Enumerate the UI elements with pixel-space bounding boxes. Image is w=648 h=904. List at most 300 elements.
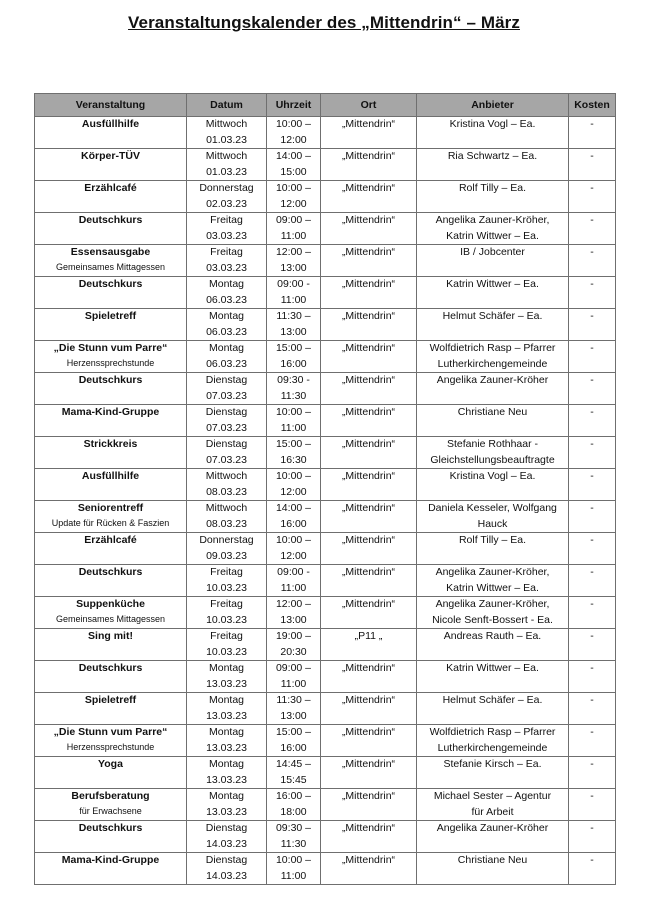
page-title: Veranstaltungskalender des „Mittendrin“ – März bbox=[128, 13, 520, 32]
weekday: Dienstag bbox=[205, 406, 248, 418]
provider-line: Rolf Tilly – Ea. bbox=[458, 534, 527, 546]
cost: - bbox=[590, 214, 594, 226]
date-cell bbox=[187, 725, 267, 757]
place-cell bbox=[321, 565, 417, 597]
end-time: 12:00 bbox=[280, 197, 307, 210]
cost-cell bbox=[569, 757, 616, 789]
end-time: 15:45 bbox=[280, 773, 307, 786]
cost-cell bbox=[569, 853, 616, 885]
date-cell bbox=[187, 597, 267, 629]
provider-line: IB / Jobcenter bbox=[460, 246, 525, 258]
date-cell bbox=[187, 469, 267, 501]
provider-line: Wolfdietrich Rasp – Pfarrer bbox=[429, 726, 556, 738]
table-row bbox=[35, 309, 616, 341]
cost: - bbox=[590, 406, 594, 418]
date-cell bbox=[187, 821, 267, 853]
cost: - bbox=[590, 374, 594, 386]
provider-cell bbox=[417, 341, 569, 373]
table-row bbox=[35, 181, 616, 213]
weekday: Donnerstag bbox=[199, 182, 254, 194]
place: „P11 „ bbox=[354, 630, 383, 642]
event-cell bbox=[35, 341, 187, 373]
cost: - bbox=[590, 502, 594, 514]
provider-line: Katrin Wittwer – Ea. bbox=[446, 581, 539, 594]
weekday: Montag bbox=[208, 790, 245, 802]
time-cell bbox=[267, 117, 321, 149]
start-time: 09:30 – bbox=[275, 822, 312, 834]
provider-cell bbox=[417, 181, 569, 213]
column-header-provider: Anbieter bbox=[417, 94, 569, 117]
event-cell bbox=[35, 533, 187, 565]
event-name: Mama-Kind-Gruppe bbox=[61, 406, 160, 418]
provider-cell bbox=[417, 149, 569, 181]
event-name: Spieletreff bbox=[84, 694, 137, 706]
weekday: Mittwoch bbox=[205, 470, 248, 482]
provider-cell bbox=[417, 565, 569, 597]
date-cell bbox=[187, 149, 267, 181]
provider-cell bbox=[417, 661, 569, 693]
cost: - bbox=[590, 470, 594, 482]
place: „Mittendrin“ bbox=[341, 310, 396, 322]
start-time: 15:00 – bbox=[275, 438, 312, 450]
event-cell bbox=[35, 629, 187, 661]
cost-cell bbox=[569, 277, 616, 309]
cost-cell bbox=[569, 373, 616, 405]
place-cell bbox=[321, 341, 417, 373]
provider-line: Wolfdietrich Rasp – Pfarrer bbox=[429, 342, 556, 354]
column-header-place: Ort bbox=[321, 94, 417, 117]
table-row bbox=[35, 245, 616, 277]
time-cell bbox=[267, 597, 321, 629]
provider-cell bbox=[417, 245, 569, 277]
date: 06.03.23 bbox=[206, 325, 247, 338]
provider-cell bbox=[417, 309, 569, 341]
start-time: 09:00 – bbox=[275, 214, 312, 226]
weekday: Donnerstag bbox=[199, 534, 254, 546]
end-time: 12:00 bbox=[280, 485, 307, 498]
start-time: 10:00 – bbox=[275, 534, 312, 546]
time-cell bbox=[267, 437, 321, 469]
place: „Mittendrin“ bbox=[341, 406, 396, 418]
date-cell bbox=[187, 181, 267, 213]
event-calendar-table bbox=[34, 93, 616, 885]
event-cell bbox=[35, 117, 187, 149]
provider-cell bbox=[417, 725, 569, 757]
provider-cell bbox=[417, 437, 569, 469]
cost: - bbox=[590, 118, 594, 130]
weekday: Freitag bbox=[210, 566, 243, 578]
start-time: 09:00 – bbox=[275, 662, 312, 674]
date: 02.03.23 bbox=[206, 197, 247, 210]
cost: - bbox=[590, 630, 594, 642]
cost: - bbox=[590, 662, 594, 674]
date: 03.03.23 bbox=[206, 261, 247, 274]
table-row bbox=[35, 629, 616, 661]
provider-line: Katrin Wittwer – Ea. bbox=[446, 229, 539, 242]
start-time: 11:30 – bbox=[276, 694, 311, 706]
cost: - bbox=[590, 726, 594, 738]
date: 06.03.23 bbox=[206, 357, 247, 370]
cost-cell bbox=[569, 405, 616, 437]
provider-cell bbox=[417, 789, 569, 821]
table-row bbox=[35, 277, 616, 309]
end-time: 20:30 bbox=[280, 645, 307, 658]
date: 06.03.23 bbox=[206, 293, 247, 306]
place-cell bbox=[321, 149, 417, 181]
start-time: 14:45 – bbox=[275, 758, 312, 770]
time-cell bbox=[267, 789, 321, 821]
cost: - bbox=[590, 598, 594, 610]
time-cell bbox=[267, 629, 321, 661]
table-row bbox=[35, 853, 616, 885]
weekday: Mittwoch bbox=[205, 150, 248, 162]
provider-line: Katrin Wittwer – Ea. bbox=[446, 278, 539, 290]
date-cell bbox=[187, 437, 267, 469]
header-row bbox=[35, 94, 616, 117]
place: „Mittendrin“ bbox=[341, 470, 396, 482]
cost-cell bbox=[569, 725, 616, 757]
event-subtitle: für Erwachsene bbox=[79, 805, 142, 816]
weekday: Montag bbox=[208, 694, 245, 706]
time-cell bbox=[267, 533, 321, 565]
start-time: 16:00 – bbox=[275, 790, 312, 802]
provider-line: Angelika Zauner-Kröher bbox=[436, 822, 549, 834]
start-time: 12:00 – bbox=[275, 598, 312, 610]
event-cell bbox=[35, 597, 187, 629]
event-cell bbox=[35, 725, 187, 757]
time-cell bbox=[267, 405, 321, 437]
provider-cell bbox=[417, 533, 569, 565]
date-cell bbox=[187, 117, 267, 149]
cost-cell bbox=[569, 789, 616, 821]
date: 08.03.23 bbox=[206, 485, 247, 498]
event-name: Erzählcafé bbox=[84, 534, 137, 546]
end-time: 13:00 bbox=[280, 613, 307, 626]
provider-cell bbox=[417, 117, 569, 149]
event-subtitle: Gemeinsames Mittagessen bbox=[55, 613, 166, 624]
time-cell bbox=[267, 341, 321, 373]
end-time: 11:00 bbox=[280, 421, 307, 434]
event-cell bbox=[35, 277, 187, 309]
provider-cell bbox=[417, 693, 569, 725]
provider-cell bbox=[417, 597, 569, 629]
date-cell bbox=[187, 693, 267, 725]
provider-line: Kristina Vogl – Ea. bbox=[449, 470, 536, 482]
table-row bbox=[35, 821, 616, 853]
event-subtitle: Gemeinsames Mittagessen bbox=[55, 261, 166, 272]
cost-cell bbox=[569, 437, 616, 469]
weekday: Dienstag bbox=[205, 822, 248, 834]
date: 01.03.23 bbox=[206, 133, 247, 146]
event-name: Spieletreff bbox=[84, 310, 137, 322]
event-cell bbox=[35, 661, 187, 693]
place: „Mittendrin“ bbox=[341, 598, 396, 610]
table-row bbox=[35, 405, 616, 437]
date: 07.03.23 bbox=[206, 389, 247, 402]
weekday: Dienstag bbox=[205, 438, 248, 450]
cost: - bbox=[590, 438, 594, 450]
place: „Mittendrin“ bbox=[341, 374, 396, 386]
place: „Mittendrin“ bbox=[341, 342, 396, 354]
event-cell bbox=[35, 373, 187, 405]
cost-cell bbox=[569, 117, 616, 149]
date-cell bbox=[187, 789, 267, 821]
cost-cell bbox=[569, 661, 616, 693]
start-time: 10:00 – bbox=[275, 406, 312, 418]
start-time: 19:00 – bbox=[275, 630, 312, 642]
place-cell bbox=[321, 693, 417, 725]
place-cell bbox=[321, 789, 417, 821]
end-time: 11:00 bbox=[280, 677, 307, 690]
table-row bbox=[35, 373, 616, 405]
date: 01.03.23 bbox=[206, 165, 247, 178]
date-cell bbox=[187, 405, 267, 437]
cost: - bbox=[590, 854, 594, 866]
cost-cell bbox=[569, 693, 616, 725]
date-cell bbox=[187, 309, 267, 341]
provider-line: Lutherkirchengemeinde bbox=[437, 741, 548, 754]
start-time: 09:00 - bbox=[277, 566, 310, 578]
start-time: 14:00 – bbox=[275, 502, 312, 514]
place: „Mittendrin“ bbox=[341, 566, 396, 578]
place-cell bbox=[321, 469, 417, 501]
place-cell bbox=[321, 597, 417, 629]
time-cell bbox=[267, 565, 321, 597]
table-row bbox=[35, 597, 616, 629]
weekday: Montag bbox=[208, 310, 245, 322]
time-cell bbox=[267, 725, 321, 757]
date-cell bbox=[187, 757, 267, 789]
provider-line: Angelika Zauner-Kröher, bbox=[435, 566, 550, 578]
place-cell bbox=[321, 309, 417, 341]
date: 13.03.23 bbox=[206, 773, 247, 786]
table-row bbox=[35, 693, 616, 725]
cost-cell bbox=[569, 501, 616, 533]
place-cell bbox=[321, 853, 417, 885]
provider-line: Ria Schwartz – Ea. bbox=[447, 150, 538, 162]
place: „Mittendrin“ bbox=[341, 246, 396, 258]
event-cell bbox=[35, 565, 187, 597]
event-name: Suppenküche bbox=[76, 598, 145, 610]
time-cell bbox=[267, 693, 321, 725]
event-cell bbox=[35, 757, 187, 789]
table-row bbox=[35, 501, 616, 533]
provider-line: Nicole Senft-Bossert - Ea. bbox=[432, 613, 553, 626]
event-name: Berufsberatung bbox=[71, 790, 150, 802]
event-subtitle: Herzenssprechstunde bbox=[66, 741, 155, 752]
event-cell bbox=[35, 853, 187, 885]
place-cell bbox=[321, 405, 417, 437]
cost-cell bbox=[569, 533, 616, 565]
end-time: 13:00 bbox=[280, 325, 307, 338]
provider-line: Katrin Wittwer – Ea. bbox=[446, 662, 539, 674]
weekday: Dienstag bbox=[205, 854, 248, 866]
event-name: Ausfüllhilfe bbox=[81, 470, 140, 482]
place: „Mittendrin“ bbox=[341, 854, 396, 866]
place: „Mittendrin“ bbox=[341, 758, 396, 770]
weekday: Freitag bbox=[210, 598, 243, 610]
start-time: 15:00 – bbox=[275, 726, 312, 738]
event-cell bbox=[35, 181, 187, 213]
provider-cell bbox=[417, 853, 569, 885]
cost-cell bbox=[569, 341, 616, 373]
place: „Mittendrin“ bbox=[341, 438, 396, 450]
place-cell bbox=[321, 661, 417, 693]
start-time: 09:00 - bbox=[277, 278, 310, 290]
weekday: Freitag bbox=[210, 246, 243, 258]
time-cell bbox=[267, 501, 321, 533]
place-cell bbox=[321, 373, 417, 405]
table-row bbox=[35, 757, 616, 789]
event-name: Deutschkurs bbox=[78, 374, 143, 386]
cost: - bbox=[590, 758, 594, 770]
place: „Mittendrin“ bbox=[341, 118, 396, 130]
place: „Mittendrin“ bbox=[341, 822, 396, 834]
weekday: Mittwoch bbox=[205, 502, 248, 514]
provider-cell bbox=[417, 501, 569, 533]
event-cell bbox=[35, 821, 187, 853]
cost-cell bbox=[569, 565, 616, 597]
date: 13.03.23 bbox=[206, 677, 247, 690]
end-time: 11:00 bbox=[280, 581, 307, 594]
date: 13.03.23 bbox=[206, 741, 247, 754]
cost: - bbox=[590, 566, 594, 578]
date: 08.03.23 bbox=[206, 517, 247, 530]
date-cell bbox=[187, 533, 267, 565]
provider-cell bbox=[417, 213, 569, 245]
provider-line: Stefanie Rothhaar - bbox=[446, 438, 539, 450]
cost-cell bbox=[569, 821, 616, 853]
event-name: Essensausgabe bbox=[70, 246, 151, 258]
date: 10.03.23 bbox=[206, 581, 247, 594]
column-header-date: Datum bbox=[187, 94, 267, 117]
cost: - bbox=[590, 150, 594, 162]
provider-cell bbox=[417, 277, 569, 309]
start-time: 10:00 – bbox=[275, 470, 312, 482]
date-cell bbox=[187, 565, 267, 597]
event-name: Mama-Kind-Gruppe bbox=[61, 854, 160, 866]
provider-cell bbox=[417, 629, 569, 661]
weekday: Freitag bbox=[210, 630, 243, 642]
event-cell bbox=[35, 501, 187, 533]
cost-cell bbox=[569, 213, 616, 245]
provider-line: Helmut Schäfer – Ea. bbox=[442, 310, 543, 322]
weekday: Montag bbox=[208, 758, 245, 770]
end-time: 13:00 bbox=[280, 261, 307, 274]
provider-line: Angelika Zauner-Kröher, bbox=[435, 214, 550, 226]
place-cell bbox=[321, 757, 417, 789]
provider-line: Michael Sester – Agentur bbox=[433, 790, 552, 802]
table-row bbox=[35, 565, 616, 597]
end-time: 13:00 bbox=[280, 709, 307, 722]
provider-line: Rolf Tilly – Ea. bbox=[458, 182, 527, 194]
place-cell bbox=[321, 501, 417, 533]
provider-line: Kristina Vogl – Ea. bbox=[449, 118, 536, 130]
event-name: Sing mit! bbox=[88, 630, 133, 642]
place-cell bbox=[321, 629, 417, 661]
end-time: 11:00 bbox=[280, 229, 307, 242]
event-name: Ausfüllhilfe bbox=[81, 118, 140, 130]
date: 10.03.23 bbox=[206, 613, 247, 626]
place: „Mittendrin“ bbox=[341, 534, 396, 546]
time-cell bbox=[267, 181, 321, 213]
weekday: Dienstag bbox=[205, 374, 248, 386]
end-time: 12:00 bbox=[280, 133, 307, 146]
event-cell bbox=[35, 789, 187, 821]
weekday: Montag bbox=[208, 342, 245, 354]
table-row bbox=[35, 725, 616, 757]
start-time: 10:00 – bbox=[275, 182, 312, 194]
place-cell bbox=[321, 821, 417, 853]
cost-cell bbox=[569, 149, 616, 181]
end-time: 11:30 bbox=[280, 389, 307, 402]
date-cell bbox=[187, 341, 267, 373]
event-cell bbox=[35, 437, 187, 469]
place-cell bbox=[321, 245, 417, 277]
provider-cell bbox=[417, 821, 569, 853]
place-cell bbox=[321, 117, 417, 149]
date-cell bbox=[187, 245, 267, 277]
date: 13.03.23 bbox=[206, 709, 247, 722]
provider-cell bbox=[417, 469, 569, 501]
place: „Mittendrin“ bbox=[341, 726, 396, 738]
start-time: 11:30 – bbox=[276, 310, 311, 322]
date: 14.03.23 bbox=[206, 869, 247, 882]
place-cell bbox=[321, 725, 417, 757]
place: „Mittendrin“ bbox=[341, 278, 396, 290]
provider-line: Daniela Kesseler, Wolfgang bbox=[428, 502, 557, 514]
event-name: Deutschkurs bbox=[78, 822, 143, 834]
start-time: 12:00 – bbox=[275, 246, 312, 258]
date: 03.03.23 bbox=[206, 229, 247, 242]
provider-line: für Arbeit bbox=[471, 805, 514, 818]
weekday: Montag bbox=[208, 726, 245, 738]
provider-line: Andreas Rauth – Ea. bbox=[443, 630, 542, 642]
cost: - bbox=[590, 278, 594, 290]
table-row bbox=[35, 341, 616, 373]
start-time: 14:00 – bbox=[275, 150, 312, 162]
provider-line: Helmut Schäfer – Ea. bbox=[442, 694, 543, 706]
provider-line: Christiane Neu bbox=[457, 406, 528, 418]
provider-line: Hauck bbox=[477, 517, 508, 530]
place-cell bbox=[321, 437, 417, 469]
end-time: 11:00 bbox=[280, 869, 307, 882]
place-cell bbox=[321, 181, 417, 213]
event-name: Seniorentreff bbox=[77, 502, 144, 514]
cost-cell bbox=[569, 245, 616, 277]
table-row bbox=[35, 213, 616, 245]
time-cell bbox=[267, 821, 321, 853]
event-name: „Die Stunn vum Parre“ bbox=[53, 726, 168, 738]
event-cell bbox=[35, 245, 187, 277]
place: „Mittendrin“ bbox=[341, 790, 396, 802]
column-header-time: Uhrzeit bbox=[267, 94, 321, 117]
place: „Mittendrin“ bbox=[341, 214, 396, 226]
place: „Mittendrin“ bbox=[341, 502, 396, 514]
weekday: Freitag bbox=[210, 214, 243, 226]
table-row bbox=[35, 661, 616, 693]
date: 09.03.23 bbox=[206, 549, 247, 562]
provider-cell bbox=[417, 757, 569, 789]
time-cell bbox=[267, 149, 321, 181]
event-name: Strickkreis bbox=[83, 438, 138, 450]
weekday: Montag bbox=[208, 662, 245, 674]
date-cell bbox=[187, 501, 267, 533]
provider-cell bbox=[417, 405, 569, 437]
end-time: 16:30 bbox=[280, 453, 307, 466]
event-name: Deutschkurs bbox=[78, 278, 143, 290]
cost: - bbox=[590, 246, 594, 258]
